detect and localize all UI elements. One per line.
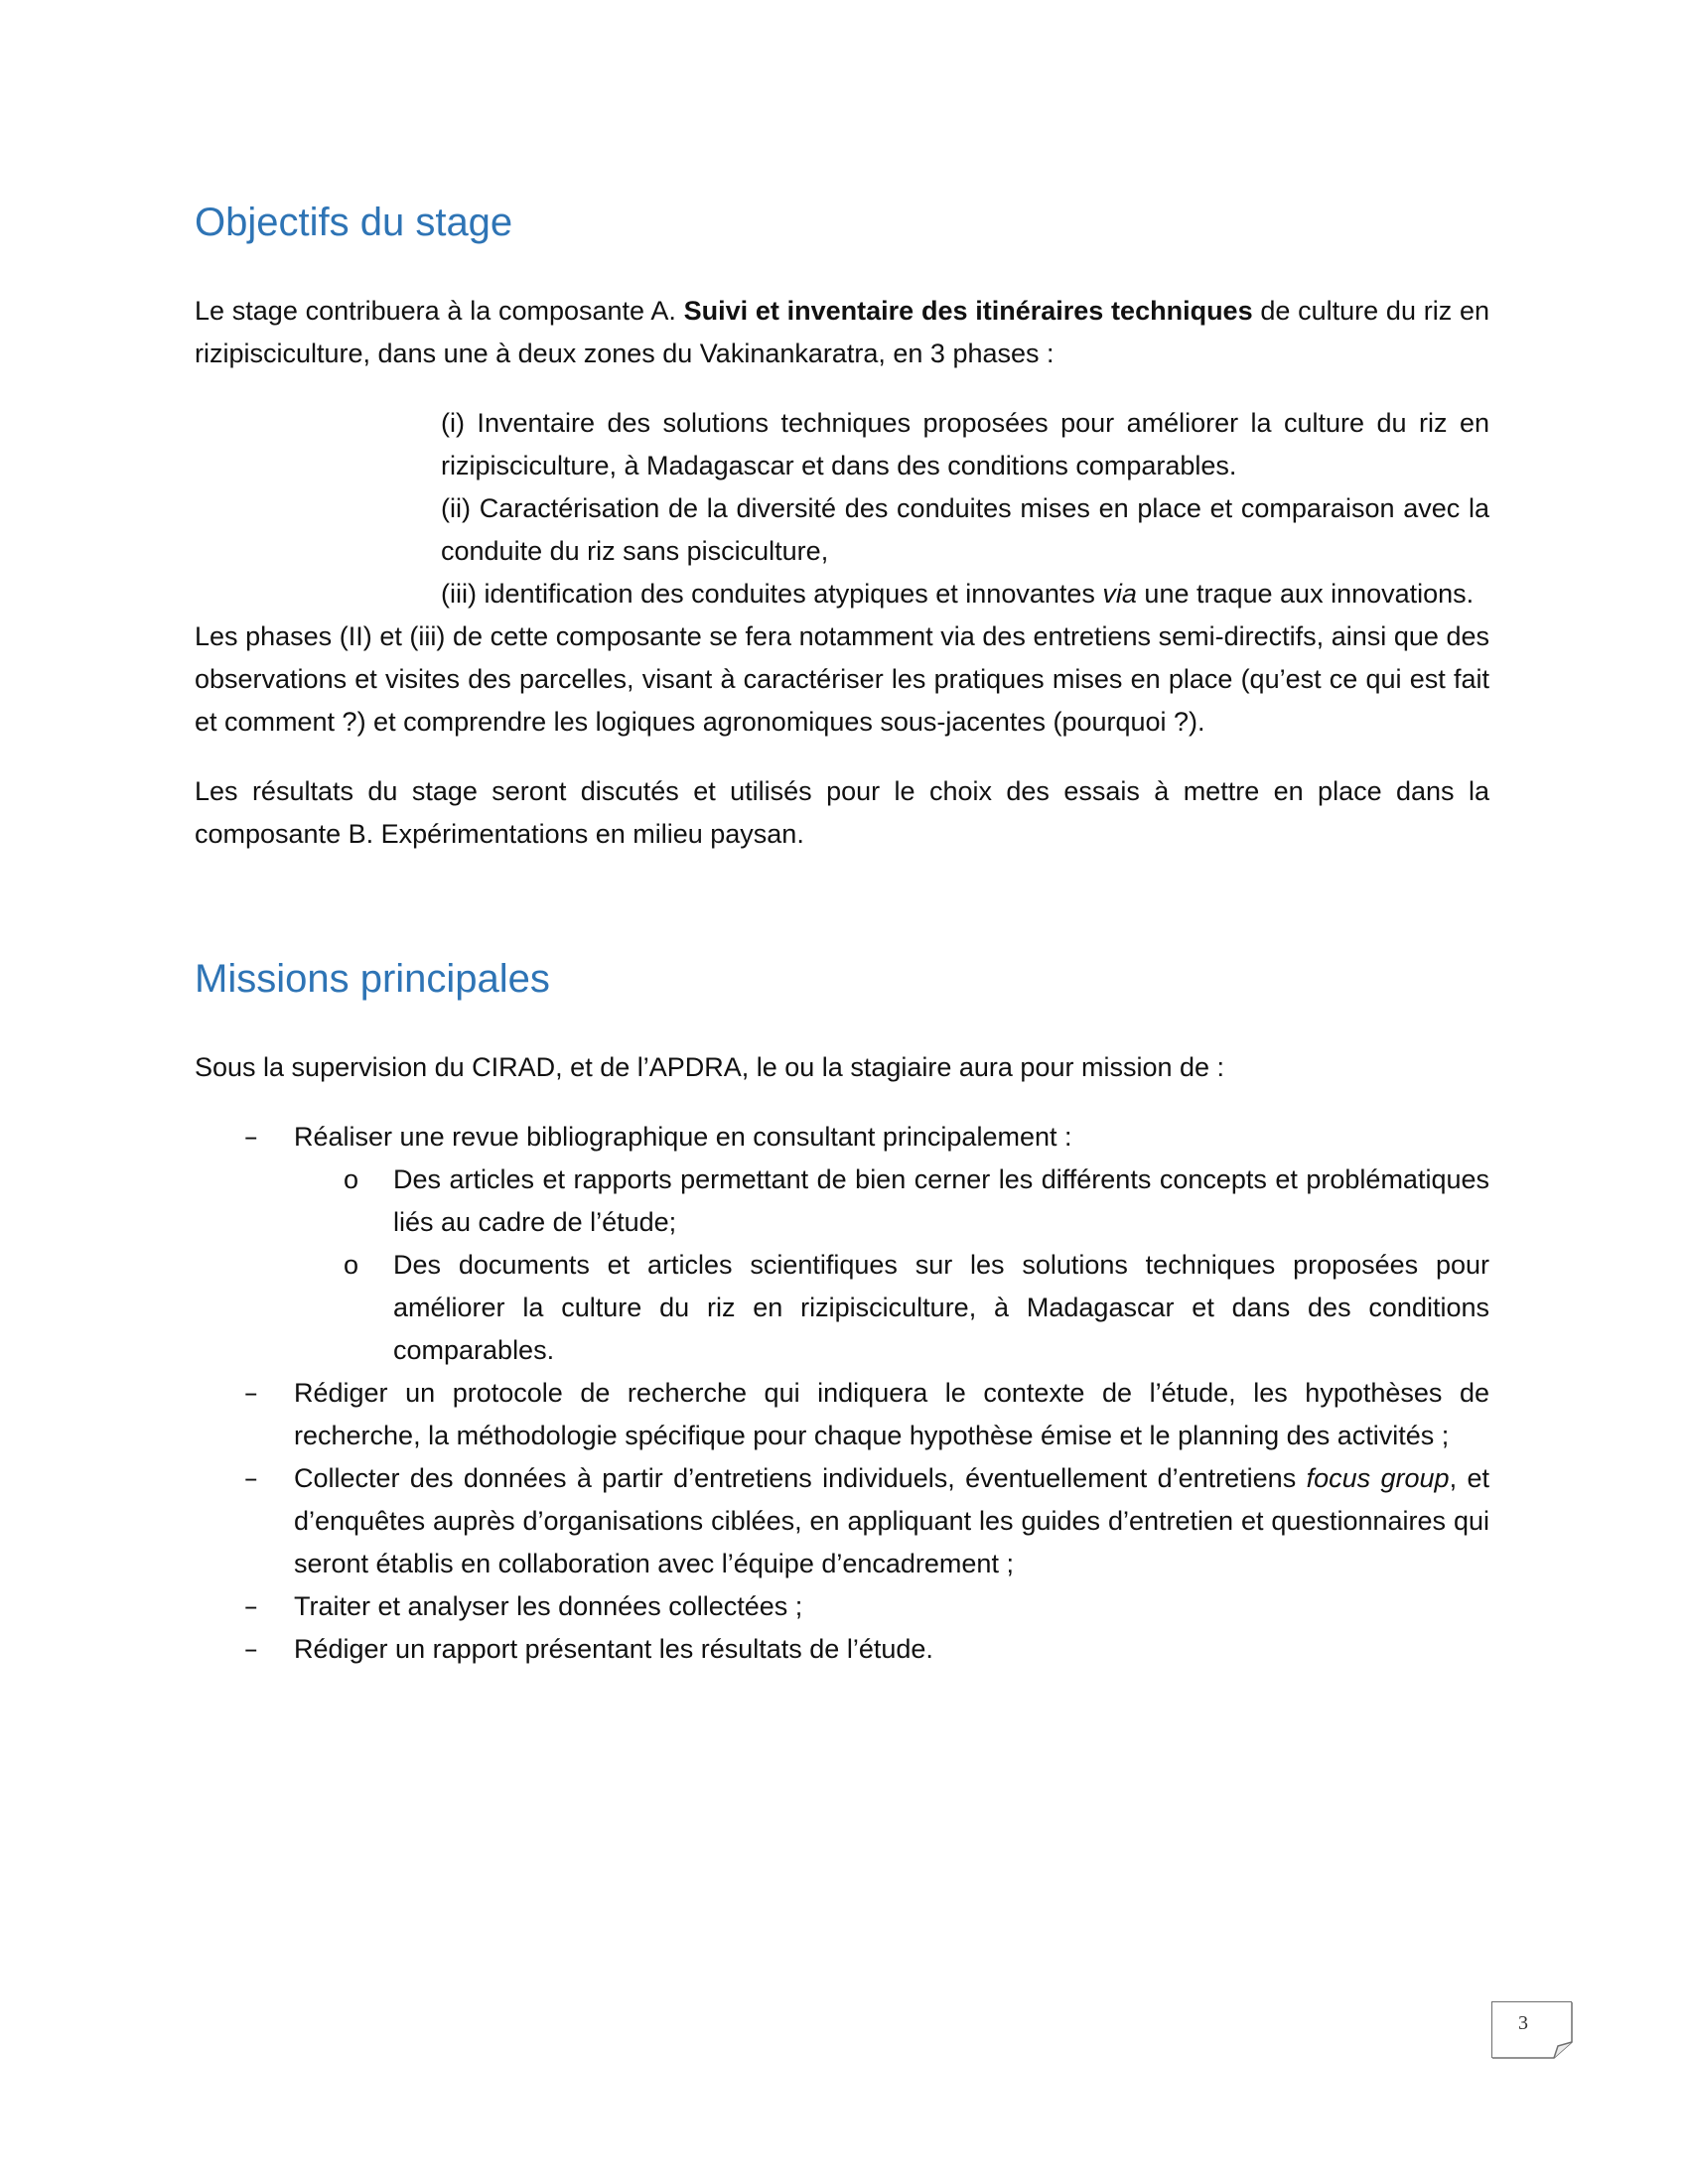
paragraph-missions-intro: Sous la supervision du CIRAD, et de l’APDRA, le ou la stagiaire aura pour mission de : bbox=[195, 1052, 1225, 1082]
dash-bullet: – bbox=[244, 1591, 258, 1622]
mission-item-3-after: , et d’enquêtes auprès d’organisations ciblées, en appliquant les guides d’entretien et questionnaires qui seront établis en collaboration avec l’équipe d’encadrement ; bbox=[294, 1463, 1489, 1578]
heading-objectives: Objectifs du stage bbox=[195, 201, 513, 244]
mission-item-3-before: Collecter des données à partir d’entretiens individuels, éventuellement d’entretiens bbox=[294, 1463, 1307, 1493]
page-number-box bbox=[1491, 2001, 1572, 2058]
mission-item bbox=[195, 1628, 1489, 1671]
mission-item bbox=[195, 1372, 1489, 1457]
mission-item-1-text: Réaliser une revue bibliographique en consultant principalement : bbox=[294, 1122, 1072, 1152]
page-content bbox=[195, 195, 1489, 1671]
page-number: 3 bbox=[1518, 2012, 1528, 2034]
intro-text-before: Le stage contribuera à la composante A. bbox=[195, 296, 684, 326]
mission-item-2-text: Rédiger un protocole de recherche qui indiquera le contexte de l’étude, les hypothèses de recherche, la méthodologie spécifique pour chaque hypothèse émise et le planning des activités ; bbox=[294, 1378, 1489, 1450]
mission-sub-item bbox=[294, 1159, 1489, 1244]
mission-item-4-text: Traiter et analyser les données collectées ; bbox=[294, 1591, 803, 1621]
dash-bullet: – bbox=[244, 1122, 258, 1153]
mission-sub-list bbox=[294, 1159, 1489, 1372]
dash-bullet: – bbox=[244, 1378, 258, 1409]
circle-bullet: o bbox=[344, 1164, 359, 1194]
paragraph-objectives-intro bbox=[195, 290, 1489, 375]
mission-sub-item-2-text: Des documents et articles scientifiques sur les solutions techniques proposées pour améliorer la culture du riz en rizipisciculture, à Madagascar et dans des conditions comparables. bbox=[393, 1250, 1489, 1365]
phases-block bbox=[441, 402, 1489, 615]
intro-text-bold: Suivi et inventaire des itinéraires techniques bbox=[683, 296, 1253, 326]
paragraph-phases-note: Les phases (II) et (iii) de cette composante se fera notamment via des entretiens semi-directifs, ainsi que des observations et visites des parcelles, visant à caractériser les pratiques mises en place (qu’est ce qui est fait et comment ?) et comprendre les logiques agronomiques sous-jacentes (pourquoi ?). bbox=[195, 621, 1489, 737]
mission-item bbox=[195, 1457, 1489, 1585]
mission-item-3-italic: focus group bbox=[1306, 1463, 1450, 1493]
heading-missions: Missions principales bbox=[195, 957, 550, 1001]
phase-3-after: une traque aux innovations. bbox=[1136, 579, 1475, 609]
mission-item bbox=[195, 1585, 1489, 1628]
mission-sub-item bbox=[294, 1244, 1489, 1372]
paragraph-results: Les résultats du stage seront discutés et utilisés pour le choix des essais à mettre en place dans la composante B. Expérimentations en milieu paysan. bbox=[195, 776, 1489, 849]
dash-bullet: – bbox=[244, 1634, 258, 1665]
phase-3-before: (iii) identification des conduites atypiques et innovantes bbox=[441, 579, 1103, 609]
missions-list bbox=[195, 1116, 1489, 1671]
phase-3 bbox=[441, 573, 1489, 615]
mission-item-5-text: Rédiger un rapport présentant les résultats de l’étude. bbox=[294, 1634, 933, 1664]
circle-bullet: o bbox=[344, 1250, 359, 1280]
phase-2: (ii) Caractérisation de la diversité des conduites mises en place et comparaison avec la conduite du riz sans pisciculture, bbox=[441, 493, 1489, 566]
phase-3-italic: via bbox=[1102, 579, 1137, 609]
dash-bullet: – bbox=[244, 1463, 258, 1494]
mission-item bbox=[195, 1116, 1489, 1372]
intro-text-after: de culture du riz en rizipisciculture, dans une à deux zones du Vakinankaratra, en 3 phases : bbox=[195, 296, 1490, 368]
phase-1: (i) Inventaire des solutions techniques proposées pour améliorer la culture du riz en rizipisciculture, à Madagascar et dans des conditions comparables. bbox=[441, 408, 1489, 480]
mission-sub-item-1-text: Des articles et rapports permettant de bien cerner les différents concepts et problématiques liés au cadre de l’étude; bbox=[393, 1164, 1489, 1237]
